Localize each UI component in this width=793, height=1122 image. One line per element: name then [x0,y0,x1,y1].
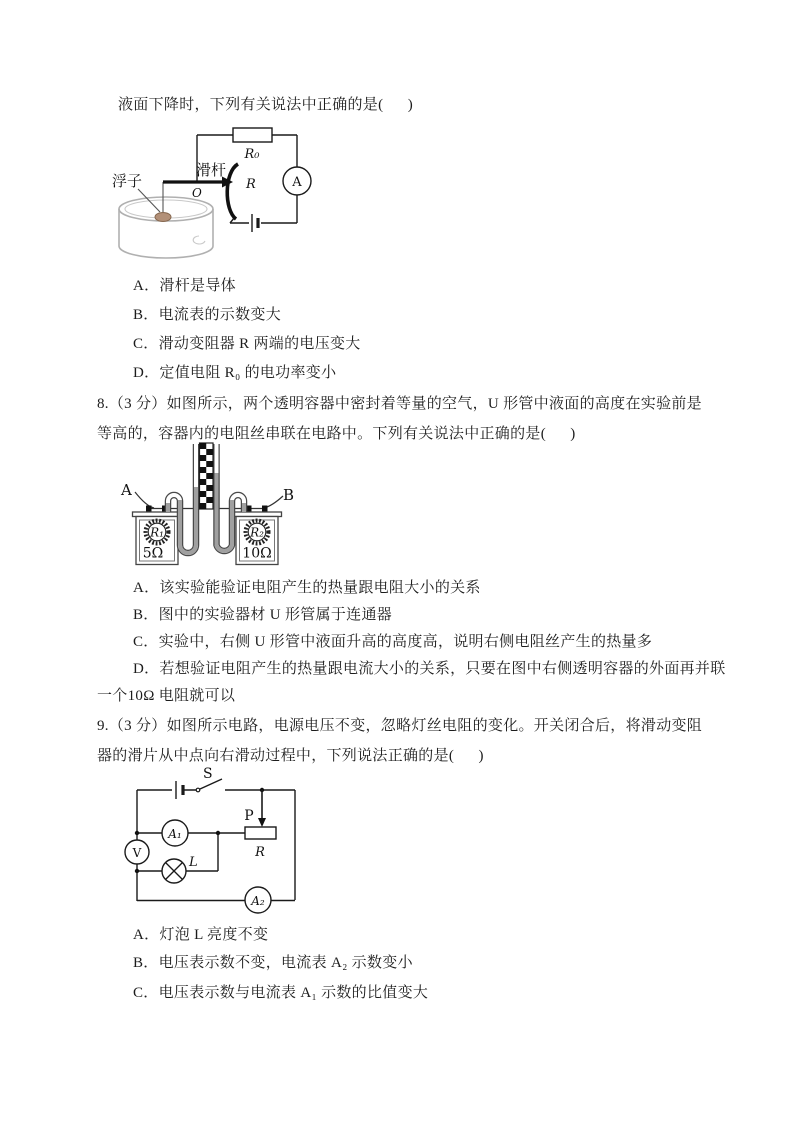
battery-symbol [252,214,258,232]
circuit-wires [137,790,295,901]
q9-option-c: C．电压表示数与电流表 A₁ 示数的比值变大 [133,985,429,1001]
q8-text-line1: 8.（3 分）如图所示，两个透明容器中密封着等量的空气，U 形管中液面的高度在实验前是 [97,396,702,412]
q9-option-b: B．电压表示数不变，电流表 A₂ 示数变小 [133,955,413,971]
lamp-icon [162,859,186,883]
fixed-resistor-label: R₀ [244,147,260,162]
liquid-container [119,197,213,258]
rheostat-circuit-figure [115,765,310,920]
wiper-arrowhead [258,818,266,827]
junction-dot [135,831,139,835]
q8-option-b: B．图中的实验器材 U 形管属于连通器 [133,607,393,623]
junction-dot [216,831,220,835]
voltmeter-label: V [132,846,142,860]
ammeter2-label: A₂ [251,894,265,908]
right-resistor-value: 10Ω [242,545,272,562]
q8-option-a: A．该实验能验证电阻产生的热量跟电阻大小的关系 [133,580,481,596]
q8-option-c: C．实验中，右侧 U 形管中液面升高的高度高，说明右侧电阻丝产生的热量多 [133,634,653,650]
lead-a-label: A [121,481,132,499]
right-resistor-label: R₂ [250,525,264,540]
ammeter-label: A [292,175,302,190]
float-label: 浮子 [112,172,143,190]
fixed-resistor-box [233,128,272,142]
lead-b-label: B [283,486,295,504]
switch-label: S [203,766,213,782]
q7-intro-line: 液面下降时，下列有关说法中正确的是( ) [118,97,413,113]
junction-dot [135,869,139,873]
q8-option-d: D．若想验证电阻产生的热量跟电流大小的关系，只要在图中右侧透明容器的外面再并联 [133,661,726,677]
arc-resistor-label: R [246,177,256,192]
slide-rod-label: 滑杆 [196,161,227,179]
checkered-scale [200,443,214,509]
float [155,213,171,222]
lamp-label: L [189,855,198,870]
q7-option-b: B．电流表的示数变大 [133,307,282,323]
right-container [233,506,282,565]
battery-symbol [176,781,183,799]
q7-option-d: D．定值电阻 R₀ 的电功率变小 [133,365,337,381]
ammeter1-label: A₁ [168,827,182,841]
q9-text-line2: 器的滑片从中点向右滑动过程中，下列说法正确的是( ) [97,748,484,764]
q9-option-a: A．灯泡 L 亮度不变 [133,927,269,943]
rheostat-box [245,827,276,839]
left-resistor-value: 5Ω [142,545,164,562]
q9-text-line1: 9.（3 分）如图所示电路，电源电压不变，忽略灯丝电阻的变化。开关闭合后，将滑动变阻 [97,718,703,734]
wiper-label: P [244,808,254,824]
left-resistor-label: R₁ [150,525,164,540]
heating-experiment-figure [110,438,315,580]
q8-text-line2: 等高的，容器内的电阻丝串联在电路中。下列有关说法中正确的是( ) [97,426,576,442]
q7-option-c: C．滑动变阻器 R 两端的电压变大 [133,336,361,352]
float-lever-circuit-figure [105,120,320,270]
rheostat-label: R [255,845,265,860]
arc-resistor-track [227,164,238,219]
left-container [133,506,182,565]
q8-option-d-continuation: 一个10Ω 电阻就可以 [97,688,236,704]
pivot-label: O [192,186,202,200]
q7-option-a: A．滑杆是导体 [133,278,236,294]
